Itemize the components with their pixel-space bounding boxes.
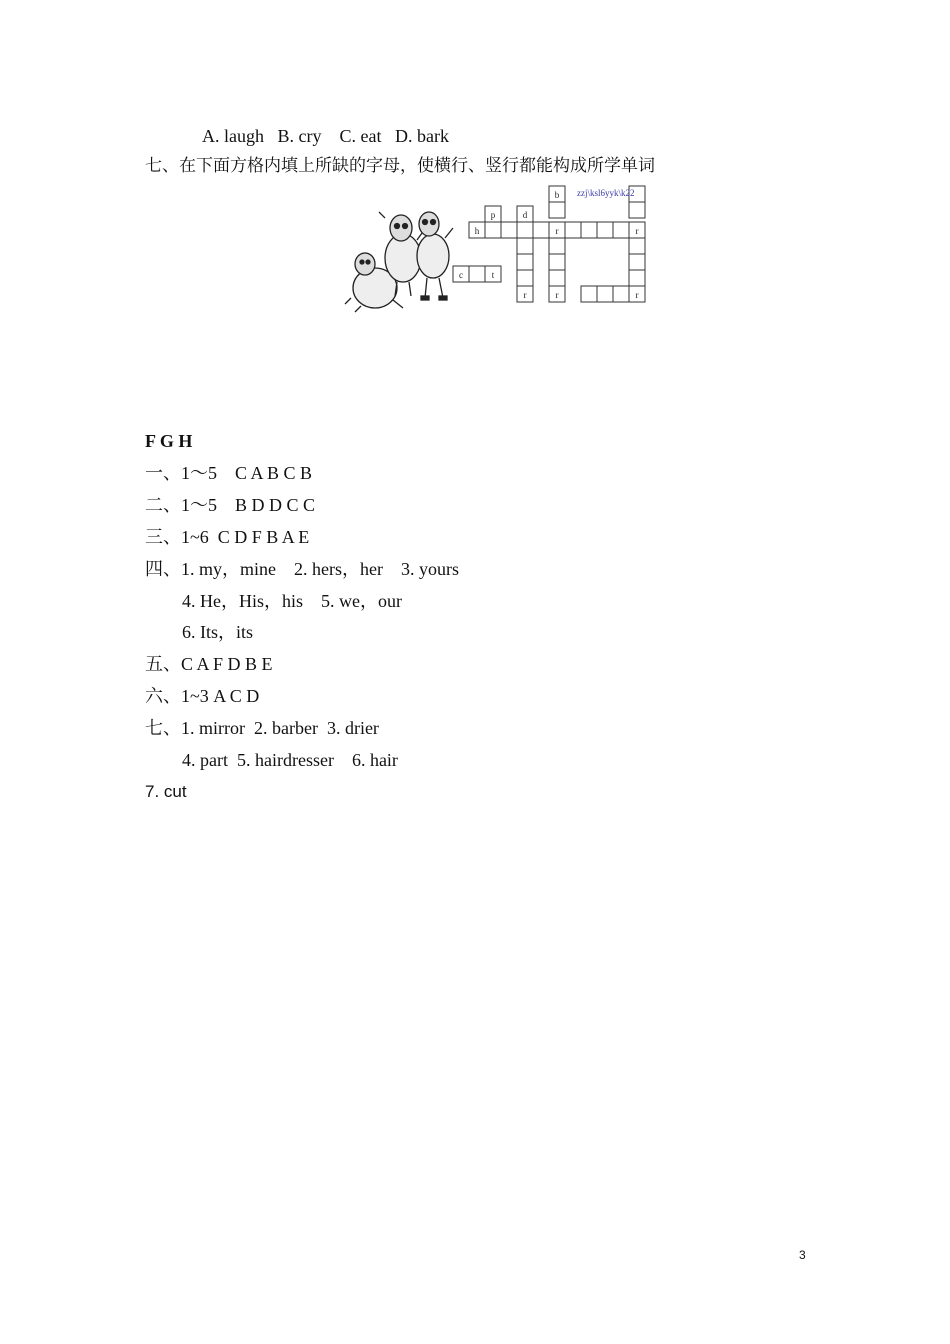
answer-1: 一、1～5 C A B C B xyxy=(145,463,313,483)
letter-h: h xyxy=(474,226,480,236)
answer-4-line-3: 6. Its，its xyxy=(182,622,254,642)
answer-7-line-3: 7. cut xyxy=(145,782,187,801)
answer-2: 二、1～5 B D D C C xyxy=(145,495,316,515)
answer-7-line-2: 4. part 5. hairdresser 6. hair xyxy=(182,750,398,770)
answer-4-line-2: 4. He，His，his 5. we，our xyxy=(182,591,402,611)
page-number: 3 xyxy=(799,1248,806,1262)
answer-3: 三、1~6 C D F B A E xyxy=(145,527,310,547)
letter-r5: r xyxy=(635,290,639,300)
answer-5: 五、C A F D B E xyxy=(145,654,273,674)
letter-d: d xyxy=(522,210,528,220)
puzzle-watermark: zzj\ksl6yyk\k22 xyxy=(577,188,635,198)
crossword-figure xyxy=(335,178,665,318)
section-7-instruction: 七、在下面方格内填上所缺的字母，使横行、竖行都能构成所学单词 xyxy=(145,156,655,176)
answer-6: 六、1~3 A C D xyxy=(145,686,260,706)
letter-c: c xyxy=(459,270,463,280)
letter-r4: r xyxy=(555,290,559,300)
letter-b: b xyxy=(554,190,560,200)
letter-r2: r xyxy=(635,226,639,236)
sheep-illustration xyxy=(345,212,453,312)
answer-4-line-1: 四、1. my，mine 2. hers，her 3. yours xyxy=(145,559,459,579)
answer-7-line-1: 七、1. mirror 2. barber 3. drier xyxy=(145,718,379,738)
answers-header: F G H xyxy=(145,431,193,451)
question-options: A. laugh B. cry C. eat D. bark xyxy=(202,126,449,146)
letter-p: p xyxy=(490,210,496,220)
letter-t: t xyxy=(491,270,495,280)
letter-r3: r xyxy=(523,290,527,300)
crossword-grid xyxy=(453,186,645,302)
letter-r1: r xyxy=(555,226,559,236)
